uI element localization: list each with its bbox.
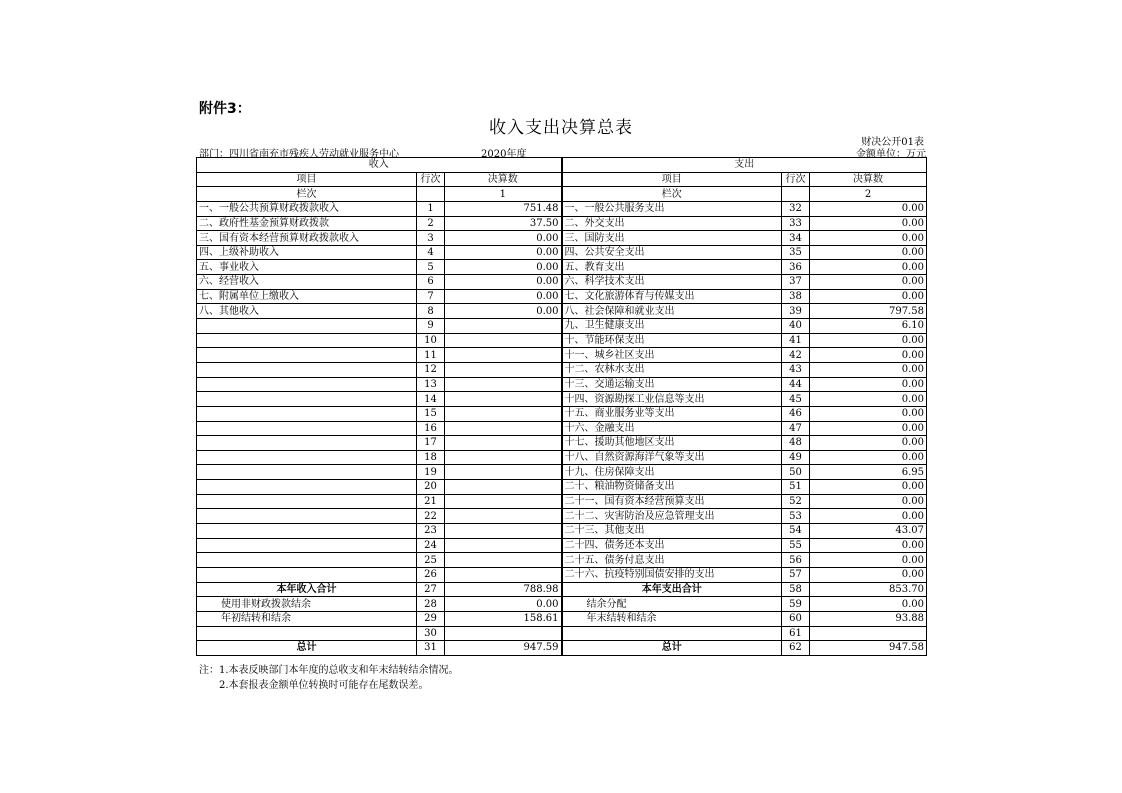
income-item: [197, 436, 417, 451]
income-item: 八、其他收入: [197, 304, 417, 319]
income-amount: [445, 348, 562, 363]
expense-amount: 797.58: [810, 304, 927, 319]
expense-item: 十一、城乡社区支出: [562, 348, 782, 363]
income-item: [197, 553, 417, 568]
income-col-blank: [417, 187, 445, 202]
expense-row-no: 34: [782, 231, 810, 246]
expense-row-no: 52: [782, 494, 810, 509]
income-amount: 0.00: [445, 231, 562, 246]
expense-row-no: 49: [782, 450, 810, 465]
income-row-no: 14: [417, 392, 445, 407]
expense-col-number: 2: [810, 187, 927, 202]
income-item: 五、事业收入: [197, 260, 417, 275]
income-row-no: 21: [417, 494, 445, 509]
blank-income-item: [197, 626, 417, 641]
expense-row-no: 55: [782, 538, 810, 553]
income-amount: [445, 465, 562, 480]
table-row: [197, 436, 927, 451]
expense-item: 十七、援助其他地区支出: [562, 436, 782, 451]
expense-item: 十六、金融支出: [562, 421, 782, 436]
income-amount: 37.50: [445, 216, 562, 231]
income-total-amount: 788.98: [445, 582, 562, 597]
blank-expense-amount: [810, 626, 927, 641]
expense-row-no: 56: [782, 553, 810, 568]
table-row: [197, 260, 927, 275]
grand-expense-amount: 947.58: [810, 641, 927, 656]
expense-item: 十、节能环保支出: [562, 333, 782, 348]
income-amount: 0.00: [445, 304, 562, 319]
grand-income-no: 31: [417, 641, 445, 656]
expense-row-no: 45: [782, 392, 810, 407]
income-row-no: 25: [417, 553, 445, 568]
income-item: [197, 377, 417, 392]
year-label: 2020年度: [481, 149, 527, 160]
income-col-number: 1: [445, 187, 562, 202]
table-row: [197, 348, 927, 363]
expense-item: 二十、粮油物资储备支出: [562, 480, 782, 495]
income-amount: 0.00: [445, 245, 562, 260]
expense-item: 二十一、国有资本经营预算支出: [562, 494, 782, 509]
expense-item: 十九、住房保障支出: [562, 465, 782, 480]
table-row: [197, 333, 927, 348]
income-col-label: 栏次: [197, 187, 417, 202]
expense-total-amount: 853.70: [810, 582, 927, 597]
income-item: [197, 450, 417, 465]
income-amount: [445, 377, 562, 392]
table-row: [197, 216, 927, 231]
income-amount: [445, 567, 562, 582]
expense-item: 一、一般公共服务支出: [562, 201, 782, 216]
income-expense-table: [196, 157, 927, 656]
income-amount: [445, 421, 562, 436]
blank-income-amount: [445, 626, 562, 641]
income-item: [197, 348, 417, 363]
distribution-amount: 0.00: [810, 597, 927, 612]
expense-amount: 0.00: [810, 275, 927, 290]
header-row-columns: [197, 172, 927, 187]
expense-item: 十三、交通运输支出: [562, 377, 782, 392]
expense-row-no: 32: [782, 201, 810, 216]
grand-income-label: 总计: [197, 641, 417, 656]
income-amount: [445, 436, 562, 451]
income-item: 四、上级补助收入: [197, 245, 417, 260]
income-amount: 0.00: [445, 260, 562, 275]
income-row-no: 19: [417, 465, 445, 480]
income-row-no: 11: [417, 348, 445, 363]
expense-amount: 0.00: [810, 509, 927, 524]
expense-rowno-header: 行次: [782, 172, 810, 187]
income-rowno-header: 行次: [417, 172, 445, 187]
grand-income-amount: 947.59: [445, 641, 562, 656]
expense-amount: 0.00: [810, 421, 927, 436]
expense-row-no: 47: [782, 421, 810, 436]
income-item-header: 项目: [197, 172, 417, 187]
expense-item: 二十五、债务付息支出: [562, 553, 782, 568]
table-row: [197, 304, 927, 319]
expense-amount: 0.00: [810, 436, 927, 451]
expense-item: 二、外交支出: [562, 216, 782, 231]
income-total-label: 本年收入合计: [197, 582, 417, 597]
expense-amount: 0.00: [810, 494, 927, 509]
income-amount: [445, 392, 562, 407]
income-total-no: 27: [417, 582, 445, 597]
page-title: 收入支出决算总表: [489, 118, 633, 138]
expense-row-no: 51: [782, 480, 810, 495]
expense-row-no: 37: [782, 275, 810, 290]
expense-col-label: 栏次: [562, 187, 782, 202]
expense-amount: 0.00: [810, 377, 927, 392]
expense-amount: 0.00: [810, 333, 927, 348]
expense-item: 二十四、债务还本支出: [562, 538, 782, 553]
table-row: [197, 553, 927, 568]
expense-item: 四、公共安全支出: [562, 245, 782, 260]
blank-row: [197, 626, 927, 641]
note-2: 2.本套报表金额单位转换时可能存在尾数误差。: [219, 680, 429, 691]
expense-item: 十五、商业服务业等支出: [562, 406, 782, 421]
income-amount: [445, 362, 562, 377]
income-amount: [445, 333, 562, 348]
expense-amount: 6.95: [810, 465, 927, 480]
expense-item-header: 项目: [562, 172, 782, 187]
expense-row-no: 42: [782, 348, 810, 363]
blank-expense-no: 61: [782, 626, 810, 641]
expense-amount: 0.00: [810, 216, 927, 231]
table-row: [197, 480, 927, 495]
table-row: [197, 201, 927, 216]
table-row: [197, 275, 927, 290]
table-row: [197, 245, 927, 260]
income-amount: [445, 450, 562, 465]
header-row-section: [197, 158, 927, 173]
expense-row-no: 46: [782, 406, 810, 421]
table-row: [197, 465, 927, 480]
expense-item: 二十二、灾害防治及应急管理支出: [562, 509, 782, 524]
income-amount: [445, 406, 562, 421]
expense-amount: 0.00: [810, 450, 927, 465]
department-label: 部门：四川省南充市残疾人劳动就业服务中心: [199, 149, 399, 160]
expense-amount: 0.00: [810, 289, 927, 304]
expense-amount: 0.00: [810, 538, 927, 553]
nonfiscal-no: 28: [417, 597, 445, 612]
income-row-no: 1: [417, 201, 445, 216]
income-row-no: 17: [417, 436, 445, 451]
expense-amount: 0.00: [810, 245, 927, 260]
expense-amount: 0.00: [810, 392, 927, 407]
table-row: [197, 524, 927, 539]
expense-total-no: 58: [782, 582, 810, 597]
income-row-no: 10: [417, 333, 445, 348]
expense-row-no: 57: [782, 567, 810, 582]
income-row-no: 23: [417, 524, 445, 539]
income-row-no: 9: [417, 319, 445, 334]
nonfiscal-label: 使用非财政拨款结余: [197, 597, 417, 612]
expense-item: 十四、资源勘探工业信息等支出: [562, 392, 782, 407]
income-item: [197, 421, 417, 436]
begin-balance-amount: 158.61: [445, 611, 562, 626]
income-item: [197, 538, 417, 553]
end-balance-amount: 93.88: [810, 611, 927, 626]
expense-item: 三、国防支出: [562, 231, 782, 246]
table-row: [197, 392, 927, 407]
table-row: [197, 450, 927, 465]
expense-item: 十八、自然资源海洋气象等支出: [562, 450, 782, 465]
table-row: [197, 421, 927, 436]
income-row-no: 12: [417, 362, 445, 377]
income-amount-header: 决算数: [445, 172, 562, 187]
expense-amount: 0.00: [810, 480, 927, 495]
income-amount: [445, 480, 562, 495]
income-row-no: 26: [417, 567, 445, 582]
income-amount: 0.00: [445, 289, 562, 304]
expense-item: 六、科学技术支出: [562, 275, 782, 290]
income-item: 二、政府性基金预算财政拨款: [197, 216, 417, 231]
begin-balance-label: 年初结转和结余: [197, 611, 417, 626]
income-amount: [445, 524, 562, 539]
expense-amount: 0.00: [810, 567, 927, 582]
income-item: [197, 333, 417, 348]
grand-expense-label: 总计: [562, 641, 782, 656]
income-row-no: 3: [417, 231, 445, 246]
blank-income-no: 30: [417, 626, 445, 641]
distribution-label: 结余分配: [562, 597, 782, 612]
income-item: [197, 406, 417, 421]
income-amount: 0.00: [445, 275, 562, 290]
income-item: 三、国有资本经营预算财政拨款收入: [197, 231, 417, 246]
table-row: [197, 509, 927, 524]
table-row: [197, 494, 927, 509]
expense-amount: 43.07: [810, 524, 927, 539]
nonfiscal-amount: 0.00: [445, 597, 562, 612]
income-row-no: 16: [417, 421, 445, 436]
expense-total-label: 本年支出合计: [562, 582, 782, 597]
grand-expense-no: 62: [782, 641, 810, 656]
form-code: 财决公开01表: [861, 137, 924, 148]
expense-row-no: 54: [782, 524, 810, 539]
income-item: [197, 362, 417, 377]
income-item: 六、经营收入: [197, 275, 417, 290]
carryover-row: [197, 611, 927, 626]
expense-amount: 0.00: [810, 553, 927, 568]
table-row: [197, 538, 927, 553]
expense-row-no: 48: [782, 436, 810, 451]
income-header: 收入: [197, 158, 562, 173]
expense-row-no: 43: [782, 362, 810, 377]
income-row-no: 13: [417, 377, 445, 392]
table-row: [197, 362, 927, 377]
expense-item: 八、社会保障和就业支出: [562, 304, 782, 319]
income-item: [197, 392, 417, 407]
expense-row-no: 39: [782, 304, 810, 319]
table-row: [197, 319, 927, 334]
expense-row-no: 35: [782, 245, 810, 260]
income-amount: [445, 319, 562, 334]
income-amount: [445, 509, 562, 524]
income-item: 七、附属单位上缴收入: [197, 289, 417, 304]
income-amount: [445, 553, 562, 568]
income-item: [197, 319, 417, 334]
income-amount: [445, 494, 562, 509]
income-row-no: 5: [417, 260, 445, 275]
expense-row-no: 50: [782, 465, 810, 480]
income-item: 一、一般公共预算财政拨款收入: [197, 201, 417, 216]
grand-total-row: [197, 641, 927, 656]
income-item: [197, 567, 417, 582]
income-item: [197, 524, 417, 539]
table-row: [197, 231, 927, 246]
expense-item: 二十三、其他支出: [562, 524, 782, 539]
table-row: [197, 567, 927, 582]
income-row-no: 18: [417, 450, 445, 465]
income-amount: 751.48: [445, 201, 562, 216]
expense-item: 二十六、抗疫特别国债安排的支出: [562, 567, 782, 582]
expense-amount-header: 决算数: [810, 172, 927, 187]
income-row-no: 7: [417, 289, 445, 304]
expense-amount: 0.00: [810, 362, 927, 377]
end-balance-no: 60: [782, 611, 810, 626]
expense-amount: 0.00: [810, 231, 927, 246]
income-item: [197, 465, 417, 480]
blank-expense-item: [562, 626, 782, 641]
expense-item: 十二、农林水支出: [562, 362, 782, 377]
expense-item: 七、文化旅游体育与传媒支出: [562, 289, 782, 304]
income-row-no: 2: [417, 216, 445, 231]
income-item: [197, 509, 417, 524]
expense-amount: 0.00: [810, 406, 927, 421]
expense-row-no: 44: [782, 377, 810, 392]
table-row: [197, 289, 927, 304]
expense-row-no: 33: [782, 216, 810, 231]
income-row-no: 8: [417, 304, 445, 319]
expense-header: 支出: [562, 158, 927, 173]
income-row-no: 24: [417, 538, 445, 553]
note-1: 注：1.本表反映部门本年度的总收支和年末结转结余情况。: [199, 665, 459, 676]
expense-row-no: 36: [782, 260, 810, 275]
income-row-no: 22: [417, 509, 445, 524]
income-item: [197, 480, 417, 495]
total-row: [197, 582, 927, 597]
nonfiscal-row: [197, 597, 927, 612]
expense-row-no: 41: [782, 333, 810, 348]
end-balance-label: 年末结转和结余: [562, 611, 782, 626]
expense-row-no: 40: [782, 319, 810, 334]
expense-amount: 0.00: [810, 201, 927, 216]
expense-amount: 6.10: [810, 319, 927, 334]
header-row-colnum: [197, 187, 927, 202]
begin-balance-no: 29: [417, 611, 445, 626]
table-row: [197, 406, 927, 421]
income-amount: [445, 538, 562, 553]
notes: [199, 663, 459, 693]
income-row-no: 4: [417, 245, 445, 260]
table-row: [197, 377, 927, 392]
income-row-no: 6: [417, 275, 445, 290]
expense-amount: 0.00: [810, 260, 927, 275]
expense-col-blank: [782, 187, 810, 202]
expense-row-no: 53: [782, 509, 810, 524]
expense-item: 五、教育支出: [562, 260, 782, 275]
expense-item: 九、卫生健康支出: [562, 319, 782, 334]
income-item: [197, 494, 417, 509]
income-row-no: 15: [417, 406, 445, 421]
distribution-no: 59: [782, 597, 810, 612]
income-row-no: 20: [417, 480, 445, 495]
expense-amount: 0.00: [810, 348, 927, 363]
attachment-label: 附件3：: [199, 101, 251, 117]
unit-label: 金额单位：万元: [856, 149, 926, 160]
expense-row-no: 38: [782, 289, 810, 304]
